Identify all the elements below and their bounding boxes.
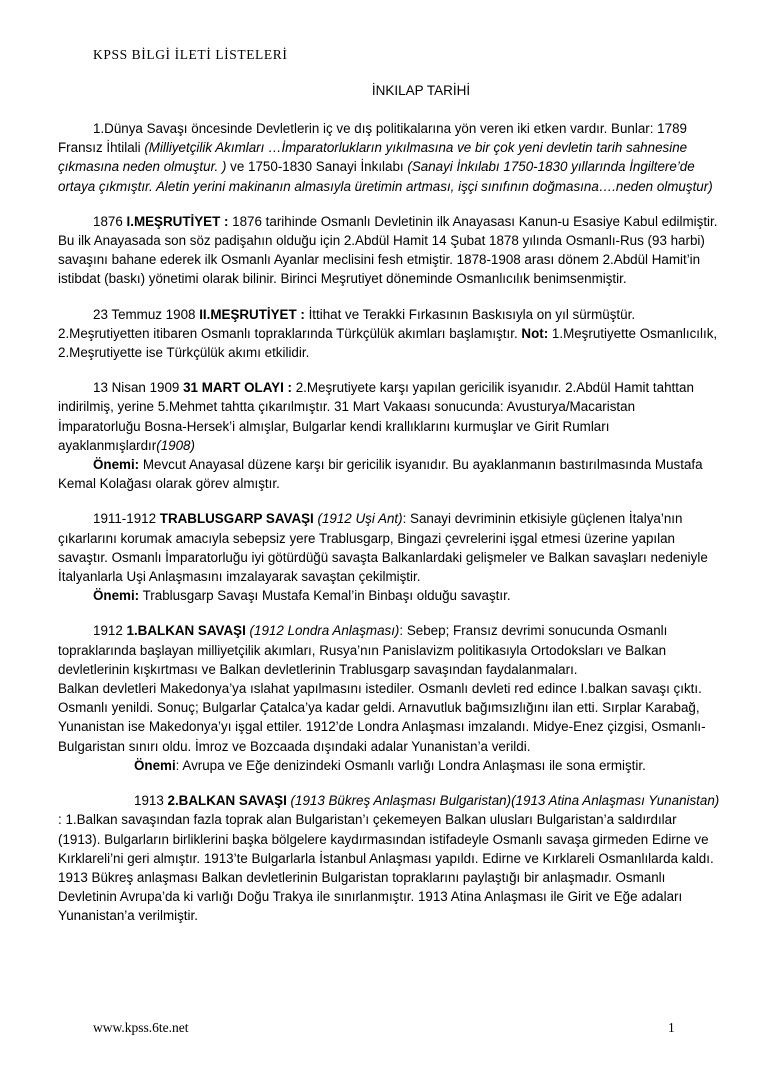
paragraph-mesrutiyet-2: [58, 305, 720, 363]
mesrutiyet1-text: 1876 tarihinde Osmanlı Devletinin ilk Anayasası Kanun-u Esasiye Kabul edilmiştir. Bu ilk Anayasada son söz padişahın olduğu için 2.Abdül Hamit 14 Şubat 1878 yılında Osmanlı-Rus (93 harbi) savaşını bahane ederek ilk Osmanlı Ayanlar meclisini fesh etmiştir. 1878-1908 arası dönem 2.Abdül Hamit’in istibdat (baskı) yönetimi olarak bilinir. Birinci Meşrutiyet döneminde Osmanlıcılık benimsenmiştir.: [58, 213, 718, 287]
mesrutiyet1-heading: I.MEŞRUTİYET :: [126, 213, 229, 229]
mart31-onemi: Mevcut Anayasal düzene karşı bir gericilik isyanıdır. Bu ayaklanmanın bastırılmasında Mustafa Kemal Kolağası olarak görev almıştır.: [58, 457, 703, 492]
mesrutiyet2-text: İttihat ve Terakki Fırkasının Baskısıyla on yıl sürmüştür. 2.Meşrutiyetten itibaren Osmanlı topraklarında Türkçülük akımları başlamıştır.: [58, 306, 636, 341]
paragraph-mesrutiyet-1: [58, 212, 720, 289]
balkan2-year: 1913: [134, 793, 168, 809]
balkan1-treaty: (1912 Londra Anlaşması): [245, 623, 400, 639]
paragraph-31-mart: [58, 378, 720, 455]
mart31-year: 13 Nisan 1909: [93, 380, 184, 396]
page-title: İNKILAP TARİHİ: [371, 83, 471, 98]
page-header: KPSS BİLGİ İLETİ LİSTELERİ: [93, 47, 288, 62]
mesrutiyet2-note-label: Not:: [521, 325, 549, 341]
trablusgarp-year: 1911-1912: [93, 511, 160, 527]
mart31-heading: 31 MART OLAYI :: [183, 380, 292, 396]
ww1-italic-1: (Milliyetçilik Akımları …İmparatorlukların yıkılmasına ve bir çok yeni devletin tarih sahnesine çıkmasına neden olmuştur. ): [58, 140, 688, 175]
balkan1-onemi-label: Önemi: [134, 757, 176, 773]
mesrutiyet2-year: 23 Temmuz 1908: [93, 306, 200, 322]
paragraph-ww1: [58, 119, 720, 196]
balkan2-text: : 1.Balkan savaşından fazla toprak alan Bulgaristan’ı çekemeyen Balkan ulusları Bulgaristan’a saldırdılar (1913). Bulgarların birliklerini başka bölgelere kaydırmasından istifadeyle Osmanlı savaşa girmeden Edirne ve Kırklareli’ni geri almıştır. 1913’te Bulgarlarla İstanbul Anlaşması yapıldı. Edirne ve Kırklareli Osmanlılarda kaldı. 1913 Bükreş anlaşması Balkan devletlerinin Bulgaristan topraklarını paylaştığı bir anlaşmadır. Osmanlı Devletinin Avrupa’da ki varlığı Doğu Trakya ile sınırlanmıştır. 1913 Atina Anlaşması ile Girit ve Eğe adaları Yunanistan’a verilmiştir.: [58, 812, 714, 924]
ww1-text-2: ve 1750-1830 Sanayi İnkılabı: [226, 159, 408, 175]
mart31-text: 2.Meşrutiyete karşı yapılan gericilik isyanıdır. 2.Abdül Hamit tahttan indirilmiş, yerine 5.Mehmet tahtta çıkarılmıştır. 31 Mart Vakaası sonucunda: Avusturya/Macaristan İmparatorluğu Bosna-Hersek’i almışlar, Bulgarlar kendi krallıklarını kurmuşlar ve Girit Rumları ayaklanmışlardır: [58, 380, 694, 453]
paragraph-balkan-1-onemi: [58, 756, 720, 775]
mesrutiyet1-year: 1876: [93, 213, 127, 229]
mesrutiyet2-note: 1.Meşrutiyette Osmanlıcılık, 2.Meşrutiyette ise Türkçülük akımı etkilidir.: [58, 325, 718, 361]
paragraph-trablusgarp: [58, 509, 720, 586]
balkan1-onemi: : Avrupa ve Eğe denizindeki Osmanlı varlığı Londra Anlaşması ile sona ermiştir.: [175, 757, 646, 773]
trablusgarp-onemi-label: Önemi:: [93, 588, 140, 604]
paragraph-balkan-1-detail: [58, 679, 720, 756]
mart31-onemi-label: Önemi:: [93, 457, 140, 473]
ww1-italic-2: (Sanayi İnkılabı 1750-1830 yıllarında İngiltere’de ortaya çıkmıştır. Aletin yerini makinanın almasıyla üretimin artması, işçi sınıfının doğmasına….neden olmuştur): [58, 159, 713, 194]
balkan1-year: 1912: [93, 623, 127, 639]
mart31-year-italic: (1908): [156, 437, 195, 453]
paragraph-trablusgarp-onemi: [58, 586, 720, 605]
trablusgarp-text: : Sanayi devriminin etkisiyle güçlenen İtalya’nın çıkarlarını korumak amacıyla sebepsiz yere Trablusgarp, Bingazi çevrelerini işgal etmesi üzerine yapılan savaştır. Osmanlı İmparatorluğu iyi götürdüğü savaşta Balkanlardaki gelişmeler ve Balkan savaşları nedeniyle İtalyanlarla Uşi Anlaşmasını imzalayarak savaştan çekilmiştir.: [58, 511, 708, 585]
mesrutiyet2-heading: II.MEŞRUTİYET :: [199, 306, 305, 322]
trablusgarp-heading: TRABLUSGARP SAVAŞI: [159, 511, 314, 527]
trablusgarp-onemi: Trablusgarp Savaşı Mustafa Kemal’in Binbaşı olduğu savaştır.: [139, 588, 511, 604]
balkan1-heading: 1.BALKAN SAVAŞI: [126, 623, 246, 639]
paragraph-31-mart-onemi: [58, 455, 720, 493]
paragraph-balkan-2: [58, 791, 720, 925]
document-body: [58, 119, 720, 942]
balkan1-text: : Sebep; Fransız devrimi sonucunda Osmanlı topraklarında başlayan milliyetçilik akımları, Rusya’nın Panislavizm politikasıyla Ortodoksları ve Balkan devletlerinin kışkırtması ve Balkan devletlerinin Trablusgarp savaşından faydalanmaları.: [58, 623, 668, 677]
balkan2-treaty: (1913 Bükreş Anlaşması Bulgaristan)(1913 Atina Anlaşması Yunanistan): [286, 793, 720, 809]
page-number: 1: [668, 1020, 675, 1035]
paragraph-balkan-1: [58, 621, 720, 679]
balkan1-text2: Balkan devletleri Makedonya’ya ıslahat yapılmasını istediler. Osmanlı devleti red edince I.balkan savaşı çıktı. Osmanlı yenildi. Sonuç; Bulgarlar Çatalca’ya kadar geldi. Arnavutluk bağımsızlığını ilan etti. Sırplar Karabağ, Yunanistan ise Makedonya’yı işgal ettiler. 1912’de Londra Anlaşması imzalandı. Midye-Enez çizgisi, Osmanlı-Bulgaristan sınırı oldu. İmroz ve Bozcaada dışındaki adalar Yunanistan’a verildi.: [58, 681, 706, 754]
balkan2-heading: 2.BALKAN SAVAŞI: [167, 793, 287, 809]
ww1-text: 1.Dünya Savaşı öncesinde Devletlerin iç ve dış politikalarına yön veren iki etken vardır. Bunlar: 1789 Fransız İhtilali: [58, 121, 687, 156]
trablusgarp-treaty: (1912 Uşi Ant): [313, 511, 403, 527]
footer-site: www.kpss.6te.net: [93, 1020, 189, 1035]
